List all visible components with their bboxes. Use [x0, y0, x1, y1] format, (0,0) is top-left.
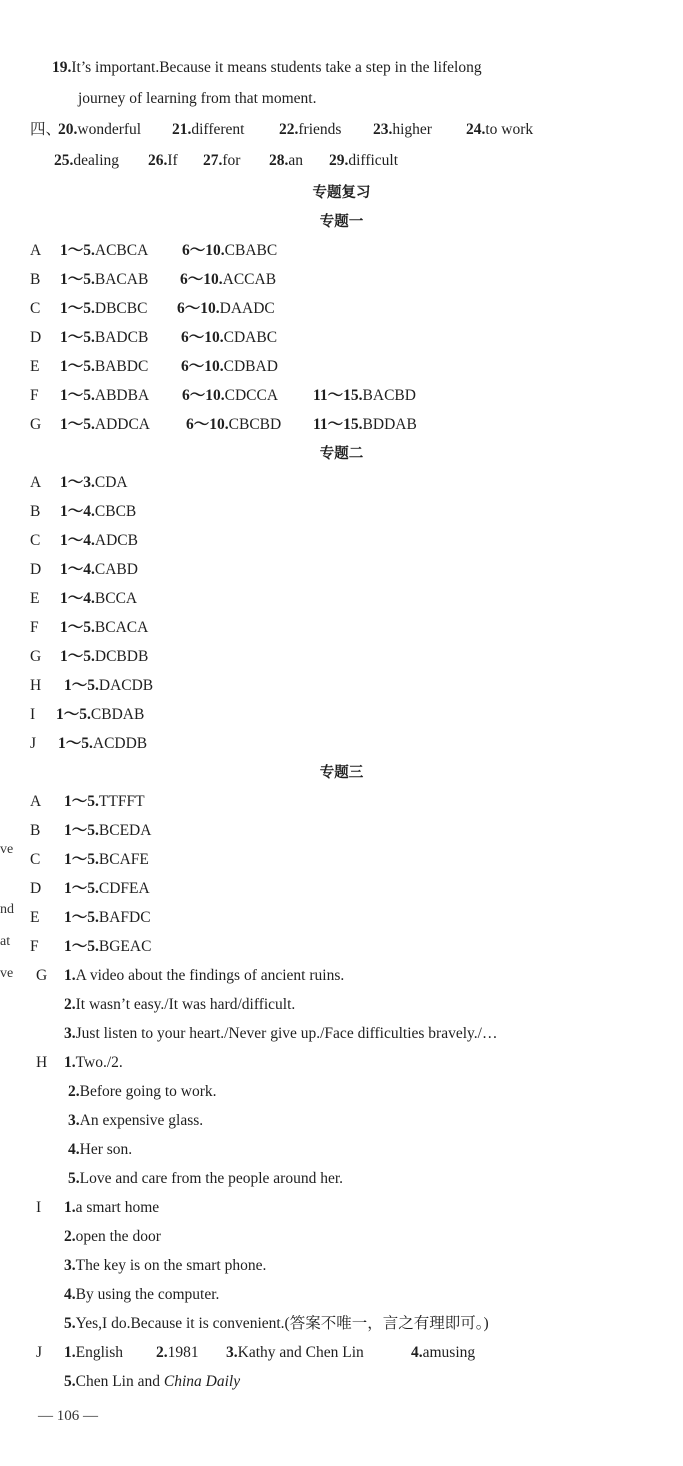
question-19-continued: journey of learning from that moment. [78, 90, 317, 107]
answer-item: 20.wonderful [58, 121, 142, 138]
margin-fragment: ve [0, 966, 14, 981]
answer-item: 25.dealing [54, 152, 119, 169]
answer-item: 29.difficult [329, 152, 399, 169]
topic-1-title: 专题一 [319, 214, 364, 230]
review-title: 专题复习 [312, 185, 371, 201]
topic-2-title: 专题二 [319, 446, 364, 462]
margin-fragment: nd [0, 902, 14, 917]
margin-fragment: ve [0, 842, 14, 857]
answer-item: 22.friends [279, 121, 342, 138]
margin-fragment: at [0, 934, 11, 949]
answer-item: 23.higher [373, 121, 432, 138]
answer-item: 28.an [269, 152, 304, 169]
section-mark: 四、 [30, 121, 62, 138]
question-19: 19.It’s important.Because it means students take a step in the lifelong [52, 59, 482, 76]
answer-item: 21.different [172, 121, 245, 138]
topic-3-title: 专题三 [319, 765, 364, 781]
answer-item: 27.for [203, 152, 241, 169]
answer-item: 26.If [148, 152, 178, 169]
answer-item: 24.to work [466, 121, 534, 138]
page-number: — 106 — [38, 1408, 98, 1424]
